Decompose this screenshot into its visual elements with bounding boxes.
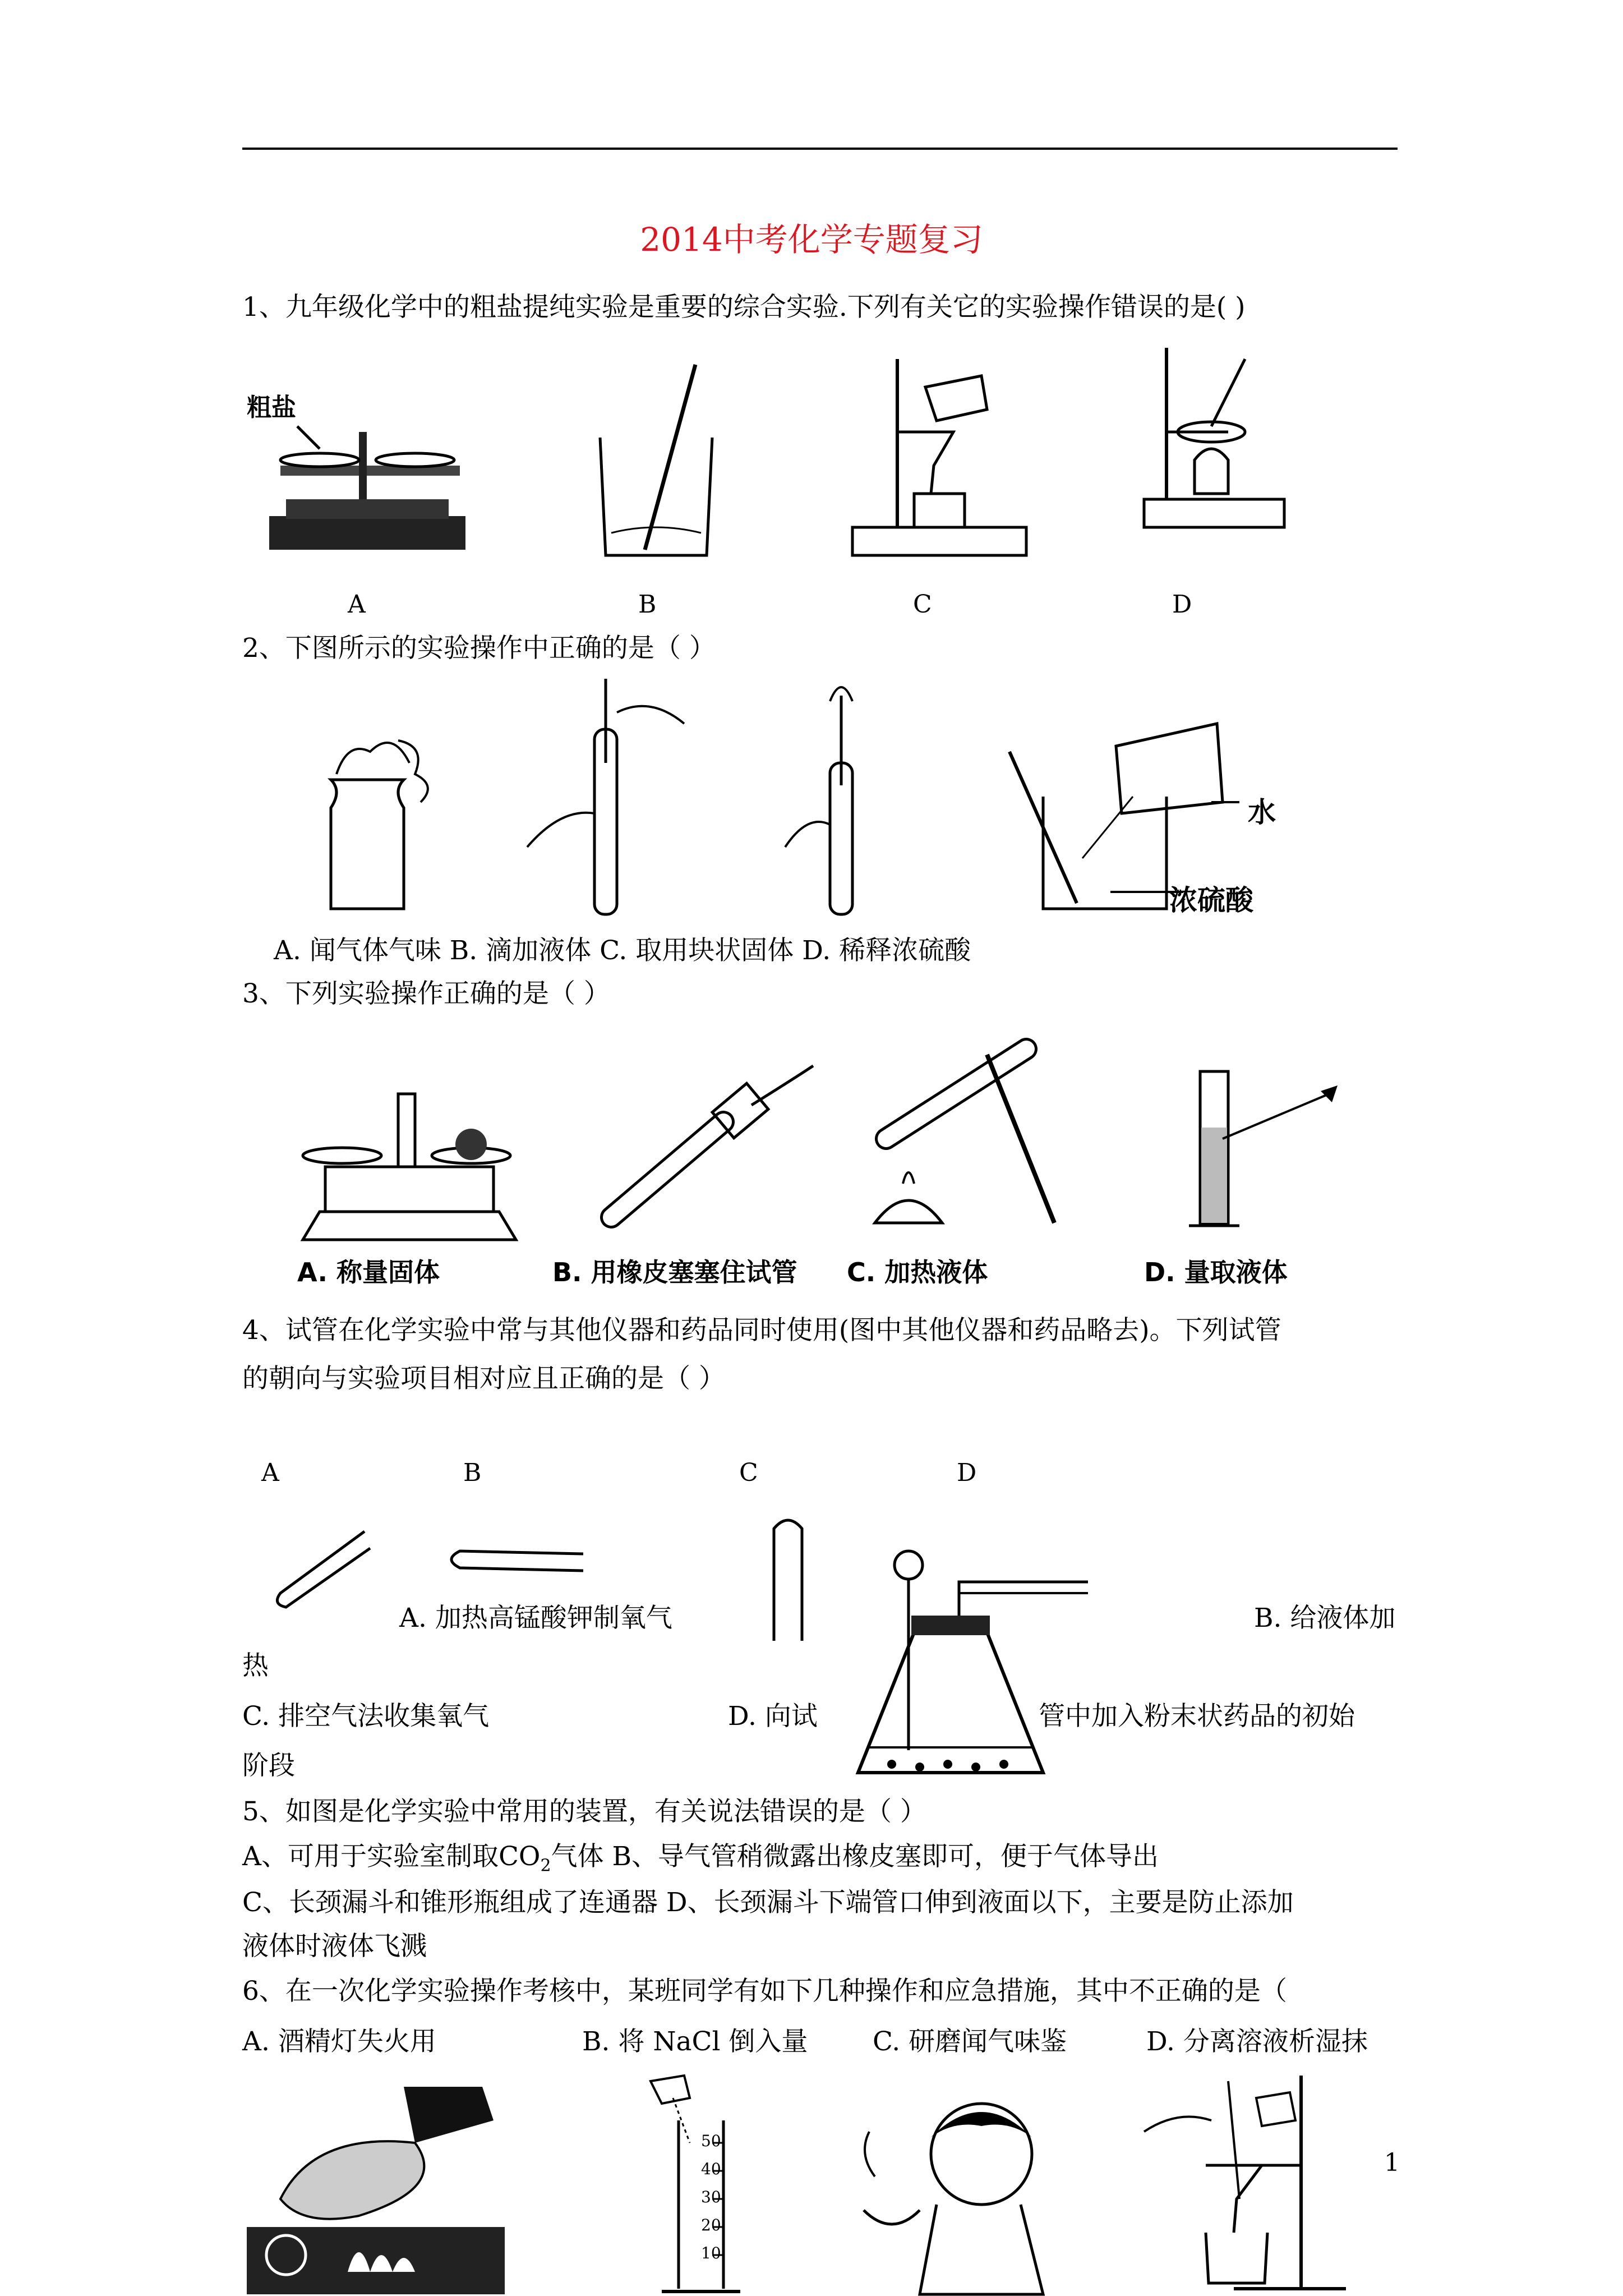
q3-caption-c: C. 加热液体 — [847, 1257, 988, 1287]
q2-solid-figure — [785, 679, 886, 926]
question-2-text: 2、下图所示的实验操作中正确的是（ ） — [242, 633, 716, 664]
q1-filtration-figure — [841, 348, 1032, 561]
q2-smell-figure — [314, 729, 449, 914]
q2-dropping-figure — [527, 679, 695, 926]
q3-balance-figure — [297, 1083, 522, 1245]
q6-tick-20: 20 — [701, 2216, 721, 2234]
q4-letter-b: B — [463, 1458, 482, 1487]
q4-tube-b — [443, 1548, 589, 1582]
q4-option-d-part1: D. 向试 — [728, 1701, 818, 1732]
q6-grinding-figure — [852, 2087, 1066, 2294]
q4-letter-d: D — [957, 1458, 977, 1487]
q4-option-d-part3: 阶段 — [242, 1750, 295, 1781]
q1-beaker-stirring-figure — [589, 365, 718, 561]
q1-evaporation-figure — [1138, 348, 1290, 533]
page-number: 1 — [1384, 2148, 1400, 2177]
q5-options-line1: A、可用于实验室制取$CO_2$气体 B、导气管稍微露出橡皮塞即可，便于气体导出 — [242, 1841, 1159, 1876]
q6-fire-figure — [247, 2087, 505, 2294]
q6-option-a: A. 酒精灯失火用 — [242, 2026, 436, 2057]
q5-options-line3: 液体时液体飞溅 — [242, 1931, 427, 1962]
q5-flask-apparatus-figure — [847, 1548, 1094, 1784]
question-3-text: 3、下列实验操作正确的是（ ） — [242, 978, 610, 1009]
q6-tick-30: 30 — [701, 2188, 721, 2206]
q3-stopper-figure — [583, 1066, 819, 1234]
q4-tube-a — [269, 1526, 381, 1616]
page-title: 2014中考化学专题复习 — [640, 220, 983, 259]
q3-caption-d: D. 量取液体 — [1144, 1257, 1288, 1287]
q4-option-b-part2: 热 — [242, 1650, 269, 1681]
q6-option-d: D. 分离溶液析湿抹 — [1146, 2026, 1368, 2057]
q1-option-d: D — [1172, 590, 1192, 619]
q2-acid-label: 浓硫酸 — [1169, 884, 1253, 917]
q6-tick-10: 10 — [701, 2244, 721, 2262]
q2-captions: A. 闻气体气味 B. 滴加液体 C. 取用块状固体 D. 稀释浓硫酸 — [274, 935, 971, 966]
q4-letter-c: C — [739, 1458, 758, 1487]
q3-caption-a: A. 称量固体 — [297, 1257, 440, 1287]
q3-caption-b: B. 用橡皮塞塞住试管 — [552, 1257, 797, 1287]
q6-tick-50: 50 — [701, 2132, 721, 2150]
q4-letter-a: A — [261, 1458, 279, 1487]
question-6-text: 6、在一次化学实验操作考核中，某班同学有如下几种操作和应急措施，其中不正确的是（ — [242, 1976, 1287, 2007]
q3-heat-liquid-figure — [841, 1043, 1066, 1245]
q2-water-label: 水 — [1248, 796, 1276, 829]
q6-option-c: C. 研磨闻气味鉴 — [873, 2026, 1067, 2057]
q4-option-d-part2: 管中加入粉末状药品的初始 — [1039, 1701, 1355, 1732]
question-1-text: 1、九年级化学中的粗盐提纯实验是重要的综合实验.下列有关它的实验操作错误的是( ) — [242, 292, 1246, 323]
q4-tube-c — [768, 1512, 808, 1646]
question-4-line1: 4、试管在化学实验中常与其他仪器和药品同时使用(图中其他仪器和药品略去)。下列试管 — [242, 1315, 1281, 1346]
q4-option-a: A. 加热高锰酸钾制氧气 — [399, 1603, 672, 1634]
q6-filter-figure — [1144, 2076, 1357, 2294]
q1-option-b: B — [638, 590, 657, 619]
q6-option-b: B. 将 NaCl 倒入量 — [582, 2026, 808, 2057]
q6-tick-40: 40 — [701, 2160, 721, 2178]
question-5-text: 5、如图是化学实验中常用的装置，有关说法错误的是（ ） — [242, 1796, 926, 1827]
q1-salt-label: 粗盐 — [247, 393, 296, 422]
question-4-line2: 的朝向与实验项目相对应且正确的是（ ） — [242, 1363, 725, 1394]
q4-option-b-part1: B. 给液体加 — [1254, 1603, 1396, 1634]
q1-option-a: A — [348, 590, 366, 619]
q3-cylinder-figure — [1189, 1066, 1346, 1234]
q6-cylinder-figure — [639, 2076, 751, 2296]
q5-options-line2: C、长颈漏斗和锥形瓶组成了连通器 D、长颈漏斗下端管口伸到液面以下，主要是防止添加 — [242, 1887, 1294, 1918]
header-rule — [242, 148, 1398, 150]
q4-option-c: C. 排空气法收集氧气 — [242, 1701, 490, 1732]
q1-option-c: C — [913, 590, 932, 619]
